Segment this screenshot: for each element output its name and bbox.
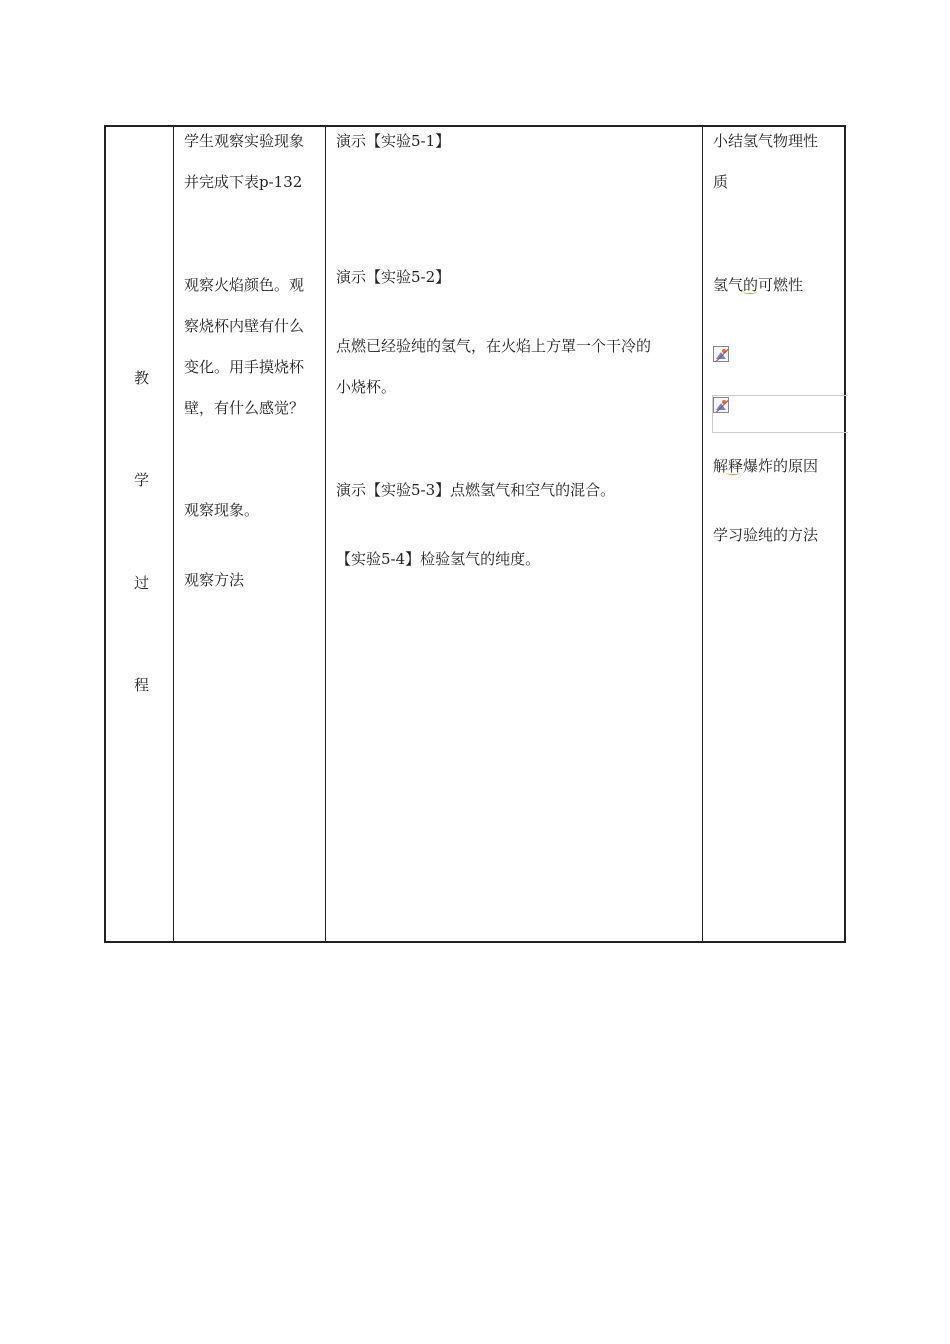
teacher-activity-text: 【实验5-4】检验氢气的纯度。 [336, 550, 541, 568]
section-label-char: 学 [134, 471, 150, 489]
student-activity-text: 壁，有什么感觉？ [184, 399, 305, 417]
broken-image-icon [713, 346, 729, 362]
column-divider [702, 127, 703, 941]
design-intent-text: 学习验纯的方法 [713, 526, 819, 544]
student-activity-text: 观察现象。 [184, 501, 260, 519]
section-label-char: 过 [134, 574, 150, 592]
teacher-activity-text: 演示【实验5-3】点燃氢气和空气的混合。 [336, 481, 616, 499]
student-activity-text: 并完成下表p-132 [184, 173, 303, 191]
broken-image-icon [713, 397, 729, 413]
student-activity-text: 变化。用手摸烧杯 [184, 358, 305, 376]
teacher-activity-text: 演示【实验5-2】 [336, 268, 451, 286]
image-placeholder-frame [712, 395, 848, 433]
column-divider [325, 127, 326, 941]
teacher-activity-text: 点燃已经验纯的氢气，在火焰上方罩一个干冷的 [336, 337, 652, 355]
teacher-activity-text: 小烧杯。 [336, 378, 397, 396]
lesson-table [104, 125, 846, 943]
design-intent-text: 解释爆炸的原因 [713, 457, 819, 475]
student-activity-text: 察烧杯内壁有什么 [184, 317, 305, 335]
design-intent-text: 小结氢气物理性 [713, 132, 819, 150]
teacher-activity-text: 演示【实验5-1】 [336, 132, 451, 150]
design-intent-text: 质 [713, 173, 729, 191]
section-label-char: 教 [134, 369, 150, 387]
section-label-char: 程 [134, 676, 150, 694]
student-activity-text: 观察方法 [184, 571, 245, 589]
student-activity-text: 观察火焰颜色。观 [184, 276, 305, 294]
spellcheck-underline [743, 290, 757, 294]
spellcheck-underline [726, 471, 740, 475]
column-divider [173, 127, 174, 941]
student-activity-text: 学生观察实验现象 [184, 132, 305, 150]
design-intent-text: 氢气的可燃性 [713, 276, 804, 294]
